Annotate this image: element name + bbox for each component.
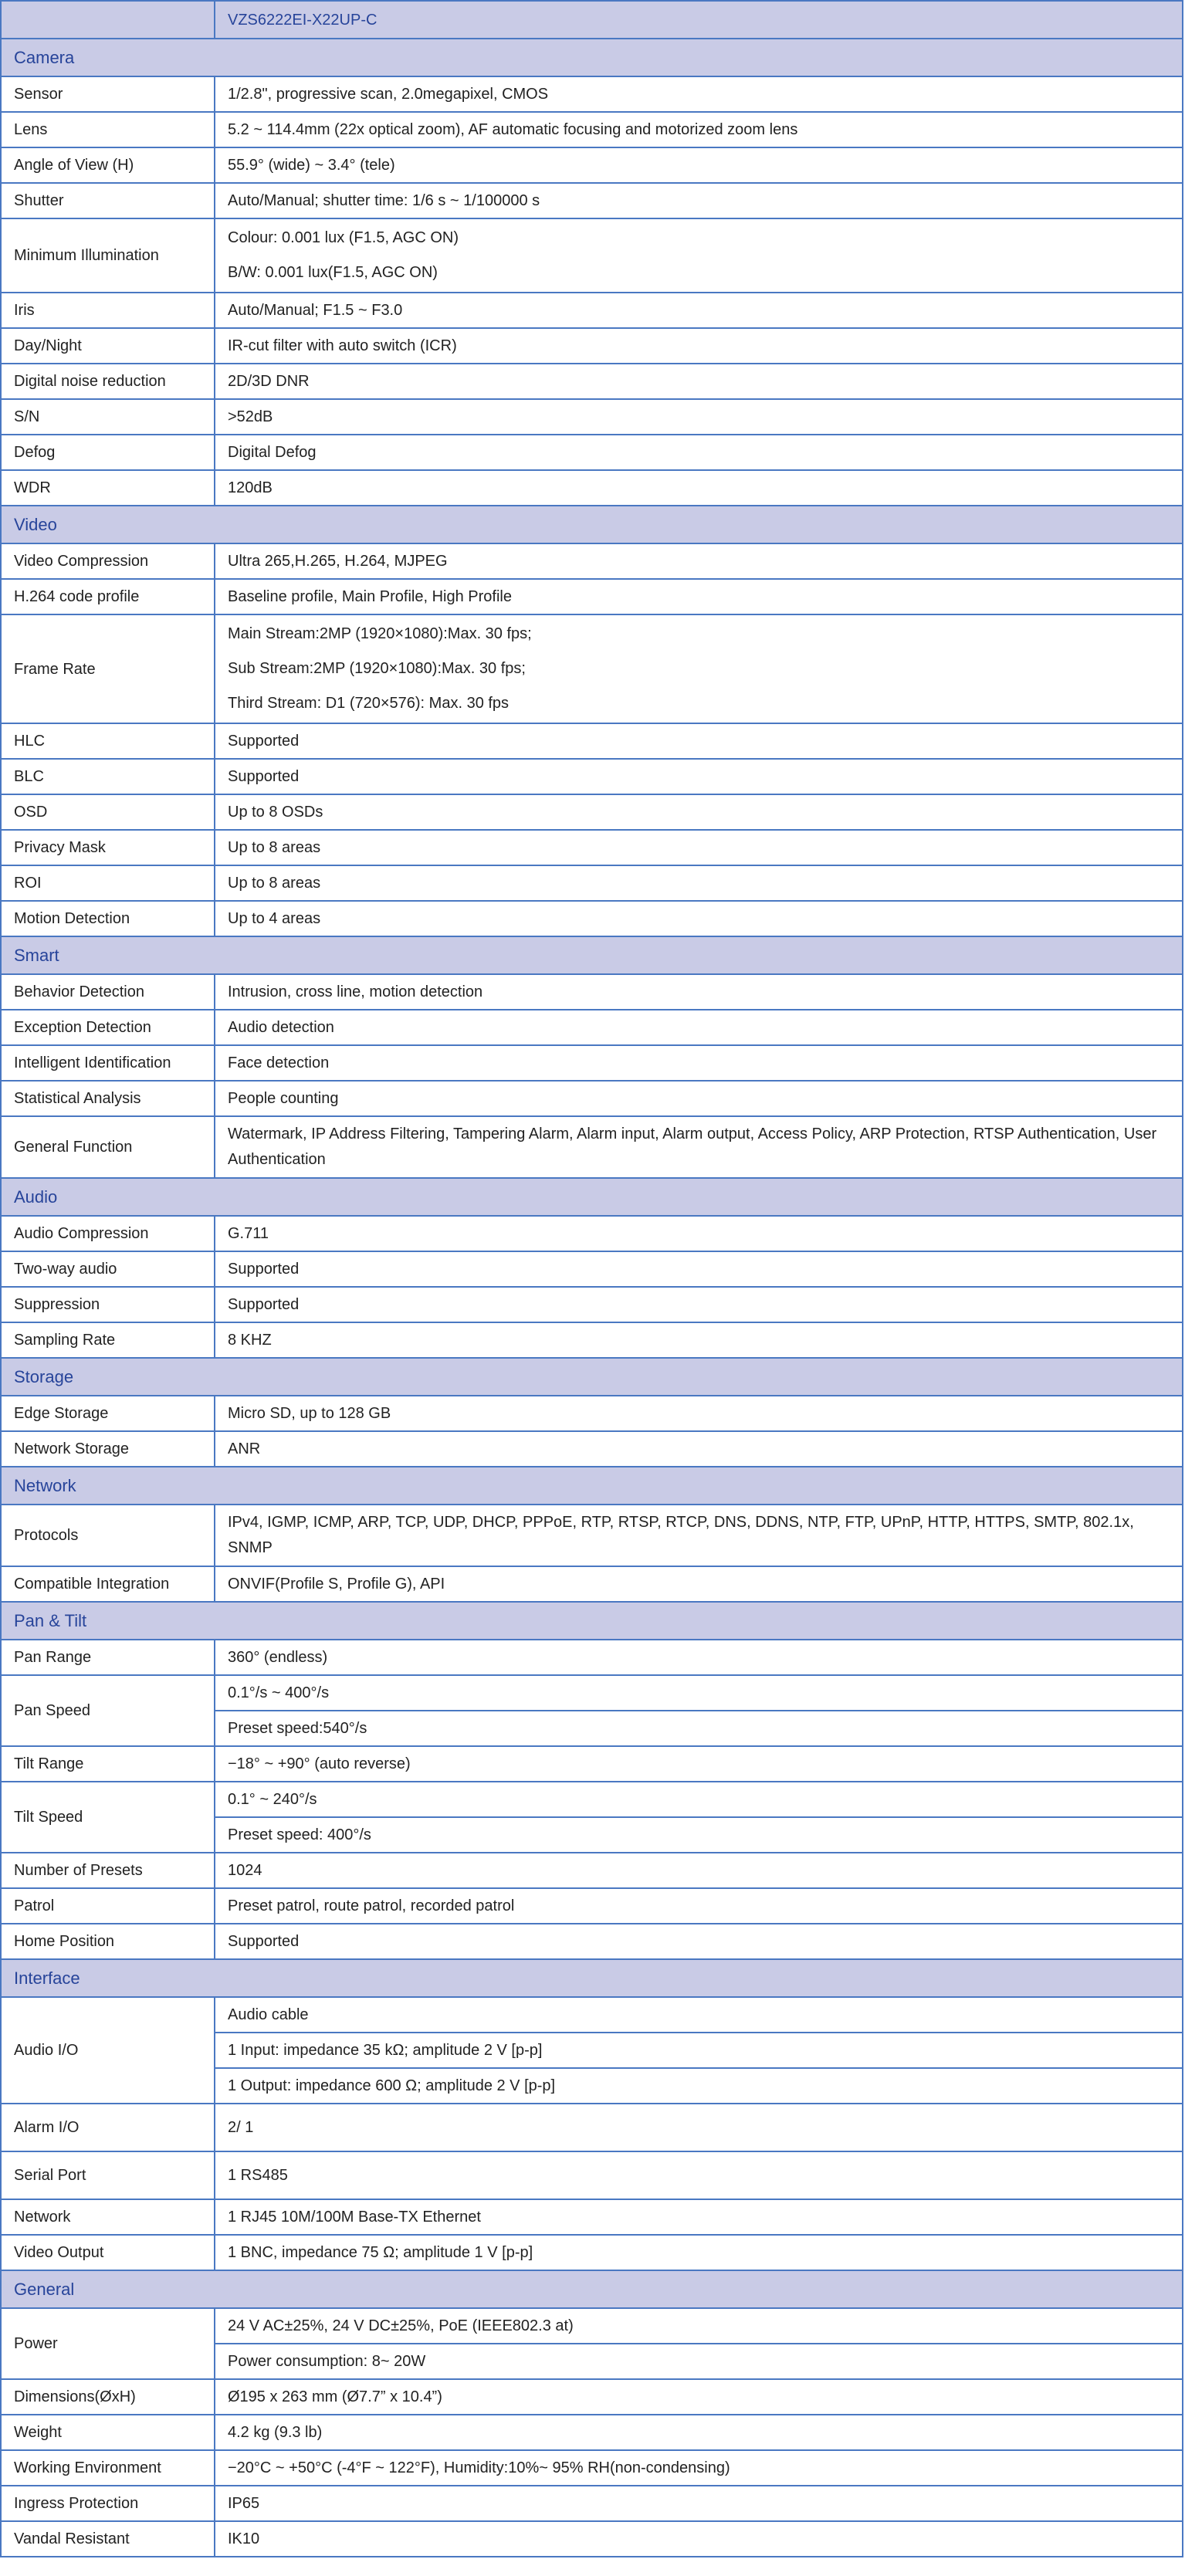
spec-row-audio-i-o: [1, 1997, 1183, 2033]
spec-value: [215, 293, 1183, 328]
spec-value-text: Up to 4 areas: [228, 910, 321, 927]
spec-row-alarm-i-o: [1, 2104, 1183, 2151]
spec-table-body: [1, 1, 1183, 2557]
spec-value: [215, 1924, 1183, 1959]
section-title: General: [1, 2270, 1183, 2308]
spec-row-wdr: [1, 470, 1183, 506]
spec-row-network-storage: [1, 1431, 1183, 1467]
spec-value-text: 1 BNC, impedance 75 Ω; amplitude 1 V [p-p]: [228, 2244, 533, 2261]
spec-value-text: ONVIF(Profile S, Profile G), API: [228, 1576, 445, 1593]
spec-row-video-output: [1, 2235, 1183, 2270]
model-header-row: [1, 1, 1183, 39]
spec-value: 1 Input: impedance 35 kΩ; amplitude 2 V [p-p]: [215, 2033, 1183, 2068]
spec-label: Two-way audio: [1, 1251, 215, 1287]
spec-value: [215, 2199, 1183, 2235]
spec-row-pan-speed: [1, 1675, 1183, 1711]
spec-value-text: −18° ~ +90° (auto reverse): [228, 1755, 411, 1772]
spec-value-line: Colour: 0.001 lux (F1.5, AGC ON): [228, 229, 459, 246]
spec-row-defog: [1, 435, 1183, 470]
spec-value: 0.1° ~ 240°/s: [215, 1782, 1183, 1817]
spec-value: [215, 759, 1183, 794]
spec-value-text: 55.9° (wide) ~ 3.4° (tele): [228, 157, 395, 174]
spec-value: [215, 1640, 1183, 1675]
spec-value: [215, 1853, 1183, 1888]
spec-value: [215, 112, 1183, 147]
spec-label: Number of Presets: [1, 1853, 215, 1888]
spec-label: Shutter: [1, 183, 215, 218]
spec-label: Edge Storage: [1, 1396, 215, 1431]
spec-label: Dimensions(ØxH): [1, 2379, 215, 2415]
section-smart: [1, 936, 1183, 974]
spec-value-text: Auto/Manual; shutter time: 1/6 s ~ 1/100000 s: [228, 192, 540, 209]
spec-row-tilt-range: [1, 1746, 1183, 1782]
spec-row-general-function: [1, 1116, 1183, 1178]
spec-value-text: IK10: [228, 2530, 260, 2547]
spec-row-working-environment: [1, 2450, 1183, 2486]
spec-value-line: Main Stream:2MP (1920×1080):Max. 30 fps;: [228, 625, 532, 642]
spec-value-text: 1/2.8", progressive scan, 2.0megapixel, CMOS: [228, 86, 549, 103]
spec-value-text: 2/ 1: [228, 2119, 254, 2136]
spec-value-text: 1 RJ45 10M/100M Base-TX Ethernet: [228, 2209, 481, 2226]
header-empty-cell: [1, 1, 215, 39]
spec-row-audio-compression: [1, 1216, 1183, 1251]
spec-label: WDR: [1, 470, 215, 506]
spec-value-text: 1024: [228, 1862, 262, 1879]
spec-value: [215, 328, 1183, 364]
spec-value-text: Supported: [228, 1933, 300, 1950]
spec-row-iris: [1, 293, 1183, 328]
spec-value: [215, 579, 1183, 614]
spec-label: Power: [1, 2308, 215, 2379]
spec-value-text: >52dB: [228, 408, 273, 425]
spec-label: Lens: [1, 112, 215, 147]
spec-row-vandal-resistant: [1, 2521, 1183, 2557]
spec-value: [215, 1216, 1183, 1251]
section-video: [1, 506, 1183, 543]
spec-value-line: Sub Stream:2MP (1920×1080):Max. 30 fps;: [228, 660, 526, 677]
spec-row-digital-noise-reduction: [1, 364, 1183, 399]
spec-label: Vandal Resistant: [1, 2521, 215, 2557]
spec-row-number-of-presets: [1, 1853, 1183, 1888]
spec-row-behavior-detection: [1, 974, 1183, 1010]
spec-row-two-way-audio: [1, 1251, 1183, 1287]
spec-label: Iris: [1, 293, 215, 328]
spec-row-h-264-code-profile: [1, 579, 1183, 614]
spec-value: [215, 1888, 1183, 1924]
spec-value: [215, 974, 1183, 1010]
spec-value: [215, 543, 1183, 579]
spec-value-text: Supported: [228, 1296, 300, 1313]
section-storage: [1, 1358, 1183, 1396]
spec-label: Audio I/O: [1, 1997, 215, 2104]
spec-value-text: Intrusion, cross line, motion detection: [228, 983, 483, 1000]
spec-value-line: Third Stream: D1 (720×576): Max. 30 fps: [228, 695, 510, 712]
spec-value: [215, 2521, 1183, 2557]
spec-row-patrol: [1, 1888, 1183, 1924]
spec-label: Day/Night: [1, 328, 215, 364]
spec-row-minimum-illumination: [1, 218, 1183, 293]
spec-row-suppression: [1, 1287, 1183, 1322]
spec-value-text: Face detection: [228, 1054, 330, 1071]
spec-row-dimensions-xh: [1, 2379, 1183, 2415]
section-title: Video: [1, 506, 1183, 543]
spec-label: Tilt Speed: [1, 1782, 215, 1853]
spec-label: Serial Port: [1, 2151, 215, 2199]
spec-value-text: Audio detection: [228, 1019, 334, 1036]
section-title: Pan & Tilt: [1, 1602, 1183, 1640]
spec-value: [215, 183, 1183, 218]
spec-value: [215, 147, 1183, 183]
spec-value-text: Up to 8 OSDs: [228, 804, 323, 821]
spec-label: Motion Detection: [1, 901, 215, 936]
spec-label: Digital noise reduction: [1, 364, 215, 399]
spec-row-blc: [1, 759, 1183, 794]
spec-label: Sensor: [1, 76, 215, 112]
spec-label: BLC: [1, 759, 215, 794]
spec-value-text: ANR: [228, 1440, 261, 1457]
spec-value: [215, 1746, 1183, 1782]
spec-label: H.264 code profile: [1, 579, 215, 614]
spec-value: [215, 1287, 1183, 1322]
spec-row-network: [1, 2199, 1183, 2235]
spec-label: Video Compression: [1, 543, 215, 579]
spec-row-tilt-speed: [1, 1782, 1183, 1817]
spec-row-osd: [1, 794, 1183, 830]
spec-label: Behavior Detection: [1, 974, 215, 1010]
spec-value-text: Digital Defog: [228, 444, 317, 461]
spec-value: 0.1°/s ~ 400°/s: [215, 1675, 1183, 1711]
spec-value: [215, 1251, 1183, 1287]
spec-label: Minimum Illumination: [1, 218, 215, 293]
model-name: VZS6222EI-X22UP-C: [215, 1, 1183, 39]
spec-row-exception-detection: [1, 1010, 1183, 1045]
spec-value-text: Auto/Manual; F1.5 ~ F3.0: [228, 302, 403, 319]
section-title: Smart: [1, 936, 1183, 974]
spec-row-s-n: [1, 399, 1183, 435]
spec-value: [215, 865, 1183, 901]
spec-row-sampling-rate: [1, 1322, 1183, 1358]
spec-value: [215, 218, 1183, 293]
spec-value: [215, 1010, 1183, 1045]
spec-label: Pan Range: [1, 1640, 215, 1675]
spec-value: [215, 723, 1183, 759]
spec-value: Audio cable: [215, 1997, 1183, 2033]
spec-label: Ingress Protection: [1, 2486, 215, 2521]
spec-label: Exception Detection: [1, 1010, 215, 1045]
spec-value-text: 8 KHZ: [228, 1332, 272, 1349]
spec-value-text: Supported: [228, 733, 300, 750]
spec-value: Power consumption: 8~ 20W: [215, 2344, 1183, 2379]
spec-label: Protocols: [1, 1505, 215, 1566]
spec-row-lens: [1, 112, 1183, 147]
spec-row-motion-detection: [1, 901, 1183, 936]
spec-label: Angle of View (H): [1, 147, 215, 183]
spec-row-power: [1, 2308, 1183, 2344]
spec-row-day-night: [1, 328, 1183, 364]
spec-row-home-position: [1, 1924, 1183, 1959]
spec-label: Alarm I/O: [1, 2104, 215, 2151]
spec-label: Privacy Mask: [1, 830, 215, 865]
spec-value: [215, 1396, 1183, 1431]
spec-value: [215, 76, 1183, 112]
spec-value: [215, 435, 1183, 470]
spec-value: [215, 2104, 1183, 2151]
spec-row-angle-of-view-h: [1, 147, 1183, 183]
spec-value: [215, 2450, 1183, 2486]
spec-value-text: 360° (endless): [228, 1649, 328, 1666]
spec-value: [215, 1566, 1183, 1602]
spec-row-serial-port: [1, 2151, 1183, 2199]
spec-label: Network Storage: [1, 1431, 215, 1467]
spec-row-ingress-protection: [1, 2486, 1183, 2521]
spec-row-video-compression: [1, 543, 1183, 579]
spec-label: Weight: [1, 2415, 215, 2450]
spec-value: [215, 1431, 1183, 1467]
spec-value: 1 Output: impedance 600 Ω; amplitude 2 V [p-p]: [215, 2068, 1183, 2104]
spec-value-text: IPv4, IGMP, ICMP, ARP, TCP, UDP, DHCP, PPPoE, RTP, RTSP, RTCP, DNS, DDNS, NTP, FTP, UPnP, HTTP, HTTPS, SMTP, 802.1x, SNMP: [228, 1514, 1134, 1556]
spec-value: [215, 1045, 1183, 1081]
spec-value: [215, 1116, 1183, 1178]
spec-label: Working Environment: [1, 2450, 215, 2486]
spec-row-statistical-analysis: [1, 1081, 1183, 1116]
spec-value-text: Baseline profile, Main Profile, High Profile: [228, 588, 512, 605]
section-title: Storage: [1, 1358, 1183, 1396]
spec-row-shutter: [1, 183, 1183, 218]
spec-label: Suppression: [1, 1287, 215, 1322]
spec-value-text: Ultra 265,H.265, H.264, MJPEG: [228, 553, 448, 570]
spec-value-text: 1 RS485: [228, 2167, 288, 2184]
spec-row-privacy-mask: [1, 830, 1183, 865]
spec-value: [215, 901, 1183, 936]
spec-value-text: IP65: [228, 2495, 260, 2512]
spec-row-sensor: [1, 76, 1183, 112]
spec-value: [215, 2235, 1183, 2270]
spec-value-text: −20°C ~ +50°C (-4°F ~ 122°F), Humidity:10%~ 95% RH(non-condensing): [228, 2459, 730, 2476]
spec-label: Intelligent Identification: [1, 1045, 215, 1081]
spec-value-text: Watermark, IP Address Filtering, Tampering Alarm, Alarm input, Alarm output, Access Policy, ARP Protection, RTSP Authentication, User Authentication: [228, 1126, 1157, 1168]
spec-label: Network: [1, 2199, 215, 2235]
spec-row-weight: [1, 2415, 1183, 2450]
spec-label: Frame Rate: [1, 614, 215, 723]
spec-row-protocols: [1, 1505, 1183, 1566]
spec-value: [215, 470, 1183, 506]
spec-value-text: 2D/3D DNR: [228, 373, 310, 390]
section-title: Camera: [1, 39, 1183, 76]
spec-value: [215, 2151, 1183, 2199]
spec-label: Audio Compression: [1, 1216, 215, 1251]
spec-label: OSD: [1, 794, 215, 830]
section-title: Network: [1, 1467, 1183, 1505]
section-audio: [1, 1178, 1183, 1216]
spec-value-text: 5.2 ~ 114.4mm (22x optical zoom), AF automatic focusing and motorized zoom lens: [228, 121, 798, 138]
spec-label: Tilt Range: [1, 1746, 215, 1782]
spec-row-intelligent-identification: [1, 1045, 1183, 1081]
spec-row-edge-storage: [1, 1396, 1183, 1431]
spec-value: 24 V AC±25%, 24 V DC±25%, PoE (IEEE802.3 at): [215, 2308, 1183, 2344]
spec-label: Compatible Integration: [1, 1566, 215, 1602]
spec-label: Sampling Rate: [1, 1322, 215, 1358]
spec-value-text: Supported: [228, 1261, 300, 1278]
spec-label: Defog: [1, 435, 215, 470]
spec-value-text: Supported: [228, 768, 300, 785]
spec-value: Preset speed:540°/s: [215, 1711, 1183, 1746]
spec-value-text: IR-cut filter with auto switch (ICR): [228, 337, 457, 354]
spec-value-text: 120dB: [228, 479, 273, 496]
spec-label: ROI: [1, 865, 215, 901]
spec-label: S/N: [1, 399, 215, 435]
spec-row-pan-range: [1, 1640, 1183, 1675]
section-title: Interface: [1, 1959, 1183, 1997]
spec-value: [215, 364, 1183, 399]
spec-value: [215, 2486, 1183, 2521]
section-network: [1, 1467, 1183, 1505]
spec-row-compatible-integration: [1, 1566, 1183, 1602]
section-pan-and-tilt: [1, 1602, 1183, 1640]
spec-value-text: Up to 8 areas: [228, 875, 321, 892]
spec-value: [215, 794, 1183, 830]
section-general: [1, 2270, 1183, 2308]
spec-value-text: 4.2 kg (9.3 lb): [228, 2424, 323, 2441]
spec-label: Pan Speed: [1, 1675, 215, 1746]
spec-value-text: Up to 8 areas: [228, 839, 321, 856]
spec-value: [215, 2415, 1183, 2450]
spec-row-frame-rate: [1, 614, 1183, 723]
section-interface: [1, 1959, 1183, 1997]
spec-value: [215, 2379, 1183, 2415]
spec-label: Patrol: [1, 1888, 215, 1924]
spec-value-text: Micro SD, up to 128 GB: [228, 1405, 391, 1422]
spec-value: [215, 1322, 1183, 1358]
spec-label: Video Output: [1, 2235, 215, 2270]
spec-value-text: G.711: [228, 1225, 269, 1242]
spec-value-text: Ø195 x 263 mm (Ø7.7” x 10.4”): [228, 2388, 442, 2405]
spec-value: [215, 1081, 1183, 1116]
spec-row-roi: [1, 865, 1183, 901]
spec-value-text: People counting: [228, 1090, 339, 1107]
spec-value-text: Preset patrol, route patrol, recorded patrol: [228, 1897, 515, 1914]
section-camera: [1, 39, 1183, 76]
spec-value-line: B/W: 0.001 lux(F1.5, AGC ON): [228, 264, 438, 281]
spec-value: [215, 1505, 1183, 1566]
spec-label: Home Position: [1, 1924, 215, 1959]
spec-value: Preset speed: 400°/s: [215, 1817, 1183, 1853]
spec-label: General Function: [1, 1116, 215, 1178]
spec-label: Statistical Analysis: [1, 1081, 215, 1116]
spec-value: [215, 614, 1183, 723]
spec-row-hlc: [1, 723, 1183, 759]
spec-label: HLC: [1, 723, 215, 759]
spec-value: [215, 830, 1183, 865]
spec-value: [215, 399, 1183, 435]
section-title: Audio: [1, 1178, 1183, 1216]
